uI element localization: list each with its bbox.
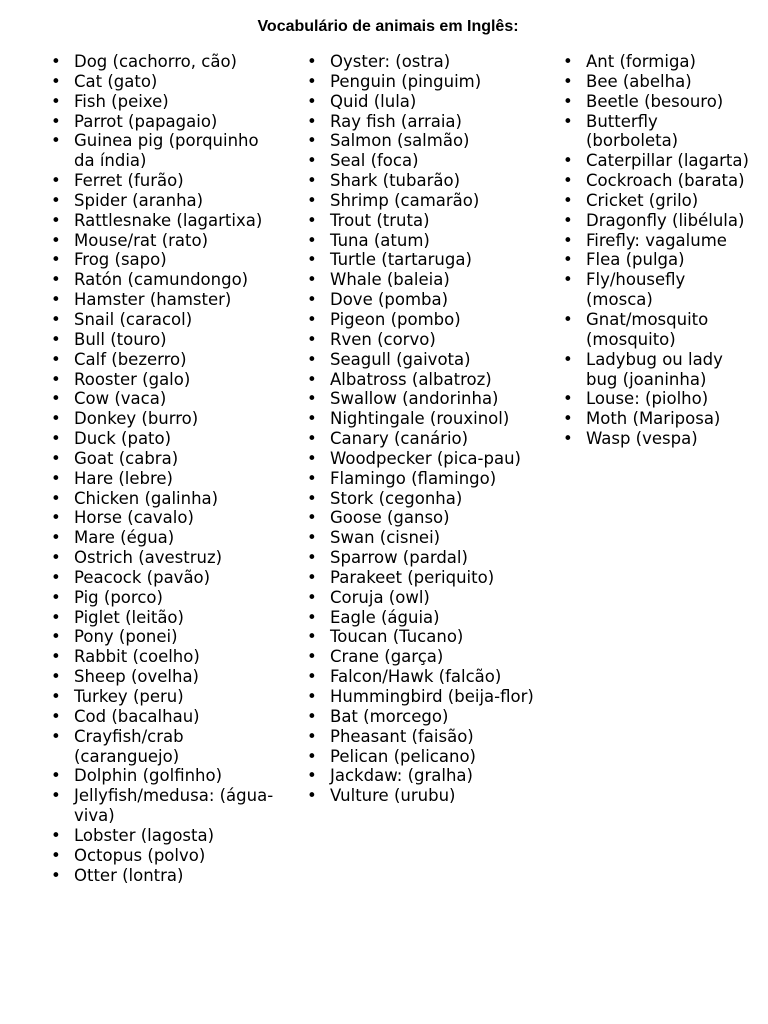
vocabulary-list-item: • Shrimp (camarão)	[330, 191, 535, 211]
vocabulary-list-item: • Oyster: (ostra)	[330, 52, 535, 72]
vocabulary-list-column-2	[330, 52, 535, 806]
vocabulary-list-item: • Trout (truta)	[330, 211, 535, 231]
vocabulary-list-item: • Gnat/mosquito (mosquito)	[586, 310, 751, 350]
vocabulary-list-item: • Tuna (atum)	[330, 231, 535, 251]
vocabulary-list-item: • Crane (garça)	[330, 647, 535, 667]
vocabulary-list-item: • Mare (égua)	[74, 528, 279, 548]
vocabulary-list-item: • Hummingbird (beija-flor)	[330, 687, 535, 707]
vocabulary-list-item: • Quid (lula)	[330, 92, 535, 112]
vocabulary-list-item: • Jackdaw: (gralha)	[330, 766, 535, 786]
vocabulary-list-item: • Spider (aranha)	[74, 191, 279, 211]
vocabulary-list-item: • Calf (bezerro)	[74, 350, 279, 370]
vocabulary-list-item: • Snail (caracol)	[74, 310, 279, 330]
vocabulary-list-item: • Sparrow (pardal)	[330, 548, 535, 568]
vocabulary-list-item: • Nightingale (rouxinol)	[330, 409, 535, 429]
vocabulary-list-item: • Firefly: vagalume	[586, 231, 751, 251]
vocabulary-list-item: • Hamster (hamster)	[74, 290, 279, 310]
vocabulary-list-item: • Crayfish/crab (caranguejo)	[74, 727, 279, 767]
vocabulary-list-item: • Moth (Mariposa)	[586, 409, 751, 429]
vocabulary-list-item: • Rabbit (coelho)	[74, 647, 279, 667]
vocabulary-list-item: • Shark (tubarão)	[330, 171, 535, 191]
vocabulary-list-item: • Parakeet (periquito)	[330, 568, 535, 588]
vocabulary-list-item: • Parrot (papagaio)	[74, 112, 279, 132]
vocabulary-list-item: • Cockroach (barata)	[586, 171, 751, 191]
vocabulary-list-item: • Horse (cavalo)	[74, 508, 279, 528]
vocabulary-list-item: • Rooster (galo)	[74, 370, 279, 390]
vocabulary-list-item: • Turtle (tartaruga)	[330, 250, 535, 270]
vocabulary-list-item: • Vulture (urubu)	[330, 786, 535, 806]
vocabulary-list-item: • Guinea pig (porquinho da índia)	[74, 131, 279, 171]
vocabulary-list-item: • Whale (baleia)	[330, 270, 535, 290]
vocabulary-list-item: • Ladybug ou lady bug (joaninha)	[586, 350, 751, 390]
vocabulary-list-item: • Swallow (andorinha)	[330, 389, 535, 409]
vocabulary-list-item: • Coruja (owl)	[330, 588, 535, 608]
vocabulary-list-item: • Louse: (piolho)	[586, 389, 751, 409]
vocabulary-list-item: • Falcon/Hawk (falcão)	[330, 667, 535, 687]
vocabulary-list-item: • Pheasant (faisão)	[330, 727, 535, 747]
vocabulary-list-item: • Otter (lontra)	[74, 866, 279, 886]
vocabulary-list-item: • Ostrich (avestruz)	[74, 548, 279, 568]
vocabulary-list-item: • Fish (peixe)	[74, 92, 279, 112]
vocabulary-list-item: • Caterpillar (lagarta)	[586, 151, 751, 171]
vocabulary-list-item: • Bat (morcego)	[330, 707, 535, 727]
vocabulary-list-item: • Dog (cachorro, cão)	[74, 52, 279, 72]
vocabulary-list-item: • Dolphin (golfinho)	[74, 766, 279, 786]
vocabulary-list-item: • Ferret (furão)	[74, 171, 279, 191]
vocabulary-list-item: • Rven (corvo)	[330, 330, 535, 350]
vocabulary-list-item: • Bee (abelha)	[586, 72, 751, 92]
vocabulary-list-item: • Toucan (Tucano)	[330, 627, 535, 647]
vocabulary-list-item: • Turkey (peru)	[74, 687, 279, 707]
vocabulary-list-item: • Hare (lebre)	[74, 469, 279, 489]
vocabulary-list-item: • Pigeon (pombo)	[330, 310, 535, 330]
vocabulary-list-item: • Albatross (albatroz)	[330, 370, 535, 390]
vocabulary-list-item: • Duck (pato)	[74, 429, 279, 449]
vocabulary-list-item: • Woodpecker (pica-pau)	[330, 449, 535, 469]
vocabulary-list-item: • Flamingo (flamingo)	[330, 469, 535, 489]
vocabulary-list-item: • Flea (pulga)	[586, 250, 751, 270]
vocabulary-list-item: • Goose (ganso)	[330, 508, 535, 528]
vocabulary-list-item: • Ant (formiga)	[586, 52, 751, 72]
vocabulary-list-item: • Bull (touro)	[74, 330, 279, 350]
vocabulary-list-item: • Frog (sapo)	[74, 250, 279, 270]
vocabulary-list-item: • Seagull (gaivota)	[330, 350, 535, 370]
vocabulary-list-item: • Pelican (pelicano)	[330, 747, 535, 767]
vocabulary-list-item: • Goat (cabra)	[74, 449, 279, 469]
vocabulary-list-item: • Jellyfish/medusa: (água-viva)	[74, 786, 279, 826]
vocabulary-list-item: • Chicken (galinha)	[74, 489, 279, 509]
vocabulary-list-item: • Donkey (burro)	[74, 409, 279, 429]
vocabulary-list-item: • Peacock (pavão)	[74, 568, 279, 588]
vocabulary-list-item: • Penguin (pinguim)	[330, 72, 535, 92]
page-title: Vocabulário de animais em Inglês:	[257, 18, 519, 35]
vocabulary-list-item: • Ray fish (arraia)	[330, 112, 535, 132]
vocabulary-list-item: • Sheep (ovelha)	[74, 667, 279, 687]
vocabulary-list-item: • Butterfly (borboleta)	[586, 112, 751, 152]
vocabulary-list-item: • Cod (bacalhau)	[74, 707, 279, 727]
vocabulary-list-item: • Seal (foca)	[330, 151, 535, 171]
vocabulary-list-item: • Dove (pomba)	[330, 290, 535, 310]
vocabulary-list-item: • Fly/housefly (mosca)	[586, 270, 751, 310]
vocabulary-list-item: • Lobster (lagosta)	[74, 826, 279, 846]
vocabulary-list-item: • Swan (cisnei)	[330, 528, 535, 548]
vocabulary-list-item: • Salmon (salmão)	[330, 131, 535, 151]
vocabulary-list-item: • Octopus (polvo)	[74, 846, 279, 866]
vocabulary-list-item: • Pony (ponei)	[74, 627, 279, 647]
vocabulary-list-item: • Cat (gato)	[74, 72, 279, 92]
vocabulary-list-item: • Mouse/rat (rato)	[74, 231, 279, 251]
vocabulary-list-item: • Pig (porco)	[74, 588, 279, 608]
vocabulary-list-item: • Cow (vaca)	[74, 389, 279, 409]
vocabulary-list-item: • Canary (canário)	[330, 429, 535, 449]
vocabulary-list-item: • Beetle (besouro)	[586, 92, 751, 112]
vocabulary-list-item: • Rattlesnake (lagartixa)	[74, 211, 279, 231]
vocabulary-list-item: • Ratón (camundongo)	[74, 270, 279, 290]
vocabulary-list-item: • Piglet (leitão)	[74, 608, 279, 628]
vocabulary-list-item: • Cricket (grilo)	[586, 191, 751, 211]
vocabulary-list-item: • Eagle (águia)	[330, 608, 535, 628]
vocabulary-list-item: • Dragonfly (libélula)	[586, 211, 751, 231]
vocabulary-list-column-1	[74, 52, 279, 885]
vocabulary-list-item: • Stork (cegonha)	[330, 489, 535, 509]
vocabulary-list-item: • Wasp (vespa)	[586, 429, 751, 449]
vocabulary-list-column-3	[586, 52, 751, 449]
